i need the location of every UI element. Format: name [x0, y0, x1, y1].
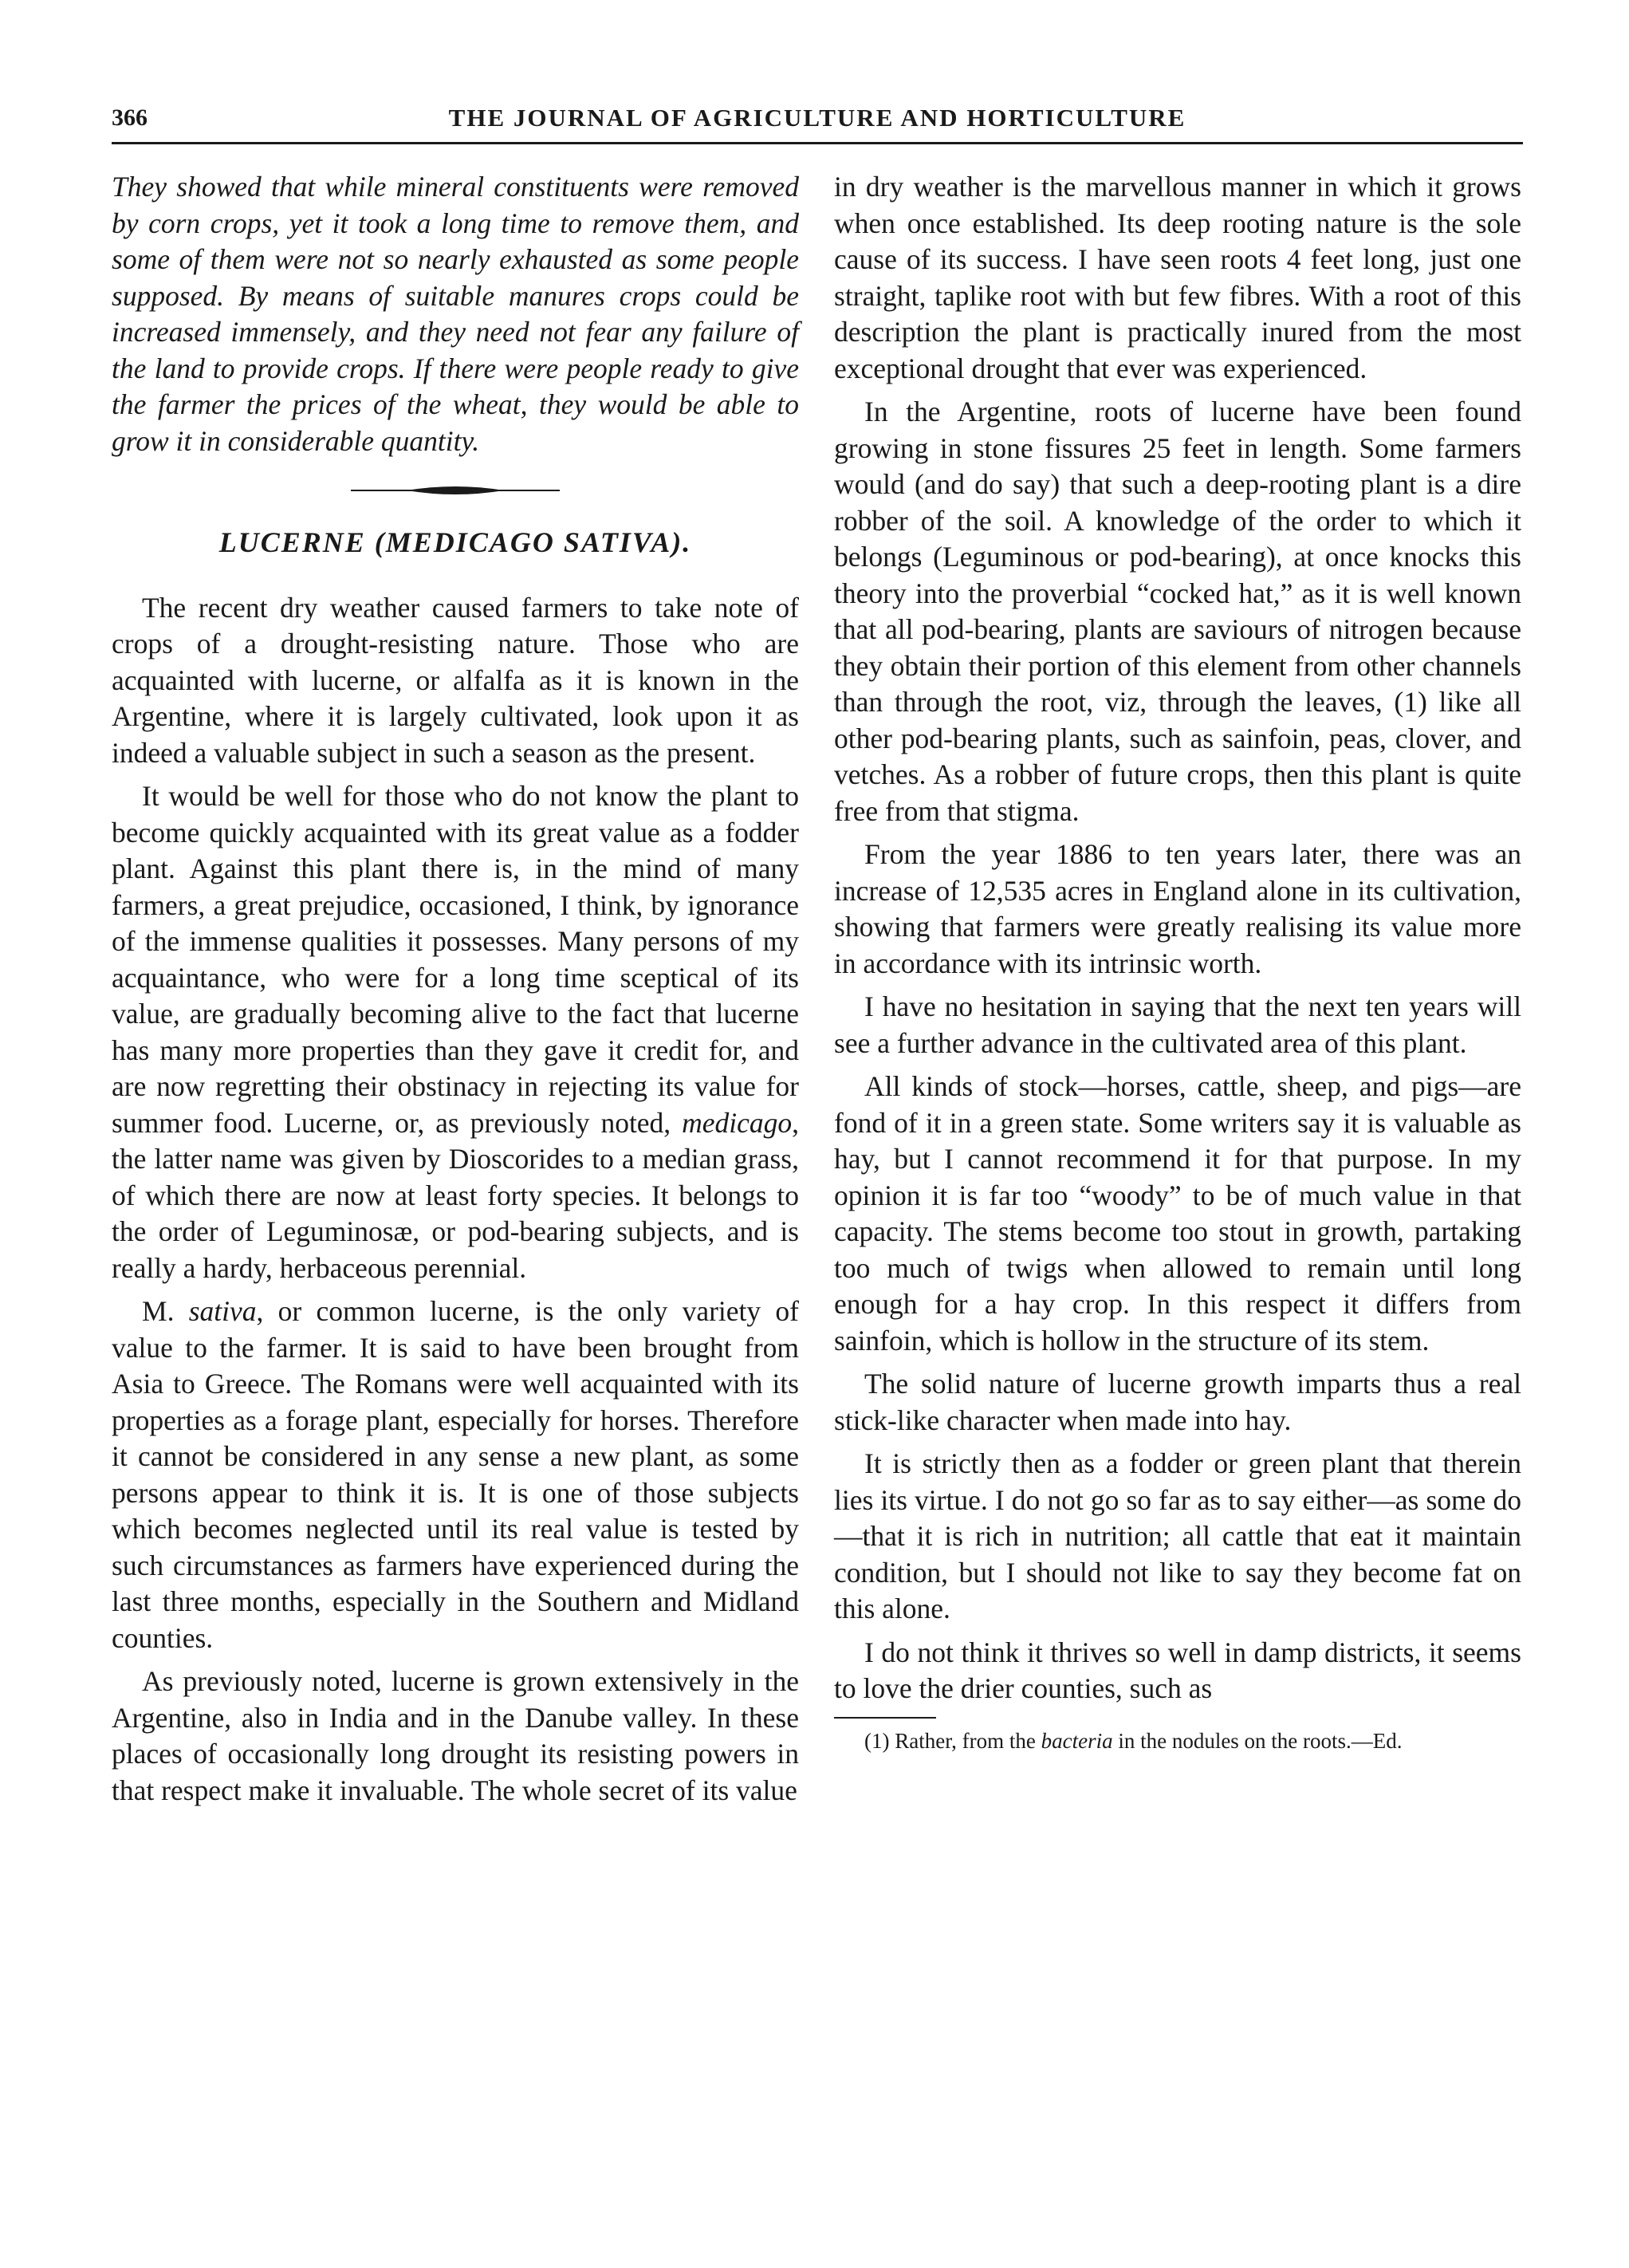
- body-paragraph: From the year 1886 to ten years later, there was an increase of 12,535 acres in England alone in its cultivation, showing that farmers were greatly realising its value more in accordance with its intrinsic worth.: [834, 838, 1521, 979]
- text-run: in the nodules on the roots.—Ed.: [1112, 1728, 1403, 1753]
- body-paragraph: All kinds of stock—horses, cattle, sheep, and pigs—are fond of it in a green state. Some writers say it is valuable as hay, but I cannot recommend it for that purpose. In my opinion it is far too “woody” to be of much value in that capacity. The stems become too stout in growth, partaking too much of twigs when allowed to remain until long enough for a hay crop. In this respect it differs from sainfoin, which is hollow in the structure of its stem.: [834, 1070, 1521, 1356]
- text-run: (1) Rather, from the: [864, 1728, 1041, 1753]
- article-title: LUCERNE (MEDICAGO SATIVA).: [218, 526, 692, 558]
- body-paragraph: The solid nature of lucerne growth imparts thus a real stick-like character when made into hay.: [834, 1368, 1521, 1436]
- body-paragraph: in dry weather is the marvellous manner in which it grows when once established. Its deep rooting nature is the sole cause of its success. I have seen roots 4 feet long, just one straight, taplike root with but few fibres. With a root of this description the plant is practically inured from the most exceptional drought that ever was experienced.: [834, 171, 1521, 384]
- text-run: , or common lucerne, is the only variety of value to the farmer. It is said to have been brought from Asia to Greece. The Romans were well acquainted with its properties as a forage plant, especially for horses. Therefore it cannot be considered in any sense a new plant, as some persons appear to think it is. It is one of those subjects which becomes neglected until its real value is tested by such circumstances as farmers have experienced during the last three months, especially in the Southern and Midland counties.: [112, 1295, 799, 1654]
- running-title: THE JOURNAL OF AGRICULTURE AND HORTICULTURE: [448, 104, 1186, 132]
- header-rule: [112, 142, 1523, 144]
- footnote: [834, 1728, 1521, 1754]
- right-column: [834, 169, 1521, 1754]
- body-paragraph: The recent dry weather caused farmers to take note of crops of a drought-resisting nature. Those who are acquainted with lucerne, or alfalfa as it is known in the Argentine, where it is largely cultivated, look upon it as indeed a valuable subject in such a season as the present.: [112, 591, 799, 769]
- intro-paragraph: They showed that while mineral constituents were removed by corn crops, yet it took a long time to remove them, and some of them were not so nearly exhausted as some people supposed. By means of suitable manures crops could be increased immensely, and they need not fear any failure of the land to provide crops. If there were people ready to give the farmer the prices of the wheat, they would be able to grow it in considerable quantity.: [112, 171, 799, 457]
- body-paragraph: [112, 1293, 799, 1656]
- left-column: [112, 169, 799, 1809]
- section-divider-ornament: [351, 483, 560, 498]
- body-paragraph: I do not think it thrives so well in damp districts, it seems to love the drier counties, such as: [834, 1636, 1521, 1704]
- text-run: , the latter name was given by Dioscorides to a median grass, of which there are now at least forty species. It belongs to the order of Leguminosæ, or pod-bearing subjects, and is really a hardy, herbaceous perennial.: [112, 1106, 799, 1284]
- page-header: [112, 96, 1523, 140]
- page-number: 366: [112, 104, 148, 131]
- italic-term: bacteria: [1041, 1728, 1113, 1753]
- text-run: It would be well for those who do not know the plant to become quickly acquainted with its great value as a fodder plant. Against this plant there is, in the mind of many farmers, a great prejudice, occasioned, I think, by ignorance of the immense qualities it possesses. Many persons of my acquaintance, who were for a long time sceptical of its value, are gradually becoming alive to the fact that lucerne has many more properties than they gave it credit for, and are now regretting their obstinacy in rejecting its value for summer food. Lucerne, or, as previously noted,: [112, 780, 799, 1139]
- body-paragraph: [112, 778, 799, 1286]
- body-paragraph: I have no hesitation in saying that the next ten years will see a further advance in the cultivated area of this plant.: [834, 990, 1521, 1059]
- text-run: M.: [142, 1295, 189, 1327]
- body-paragraph: It is strictly then as a fodder or green plant that therein lies its virtue. I do not go so far as to say either—as some do—that it is rich in nutrition; all cattle that eat it maintain condition, but I should not like to say they become fat on this alone.: [834, 1447, 1521, 1624]
- italic-term: medicago: [682, 1106, 793, 1139]
- body-paragraph: As previously noted, lucerne is grown extensively in the Argentine, also in India and in the Danube valley. In these places of occasionally long drought its resisting powers in that respect make it invaluable. The whole secret of its value: [112, 1665, 799, 1806]
- italic-term: sativa: [188, 1295, 257, 1327]
- body-paragraph: In the Argentine, roots of lucerne have been found growing in stone fissures 25 feet in length. Some farmers would (and do say) that such a deep-rooting plant is a dire robber of the soil. A knowledge of the order to which it belongs (Leguminous or pod-bearing), at once knocks this theory into the proverbial “cocked hat,” as it is well known that all pod-bearing, plants are saviours of nitrogen because they obtain their portion of this element from other channels than through the root, viz, through the leaves, (1) like all other pod-bearing plants, such as sainfoin, peas, clover, and vetches. As a robber of future crops, then this plant is quite free from that stigma.: [834, 396, 1521, 827]
- footnote-rule: [834, 1717, 936, 1719]
